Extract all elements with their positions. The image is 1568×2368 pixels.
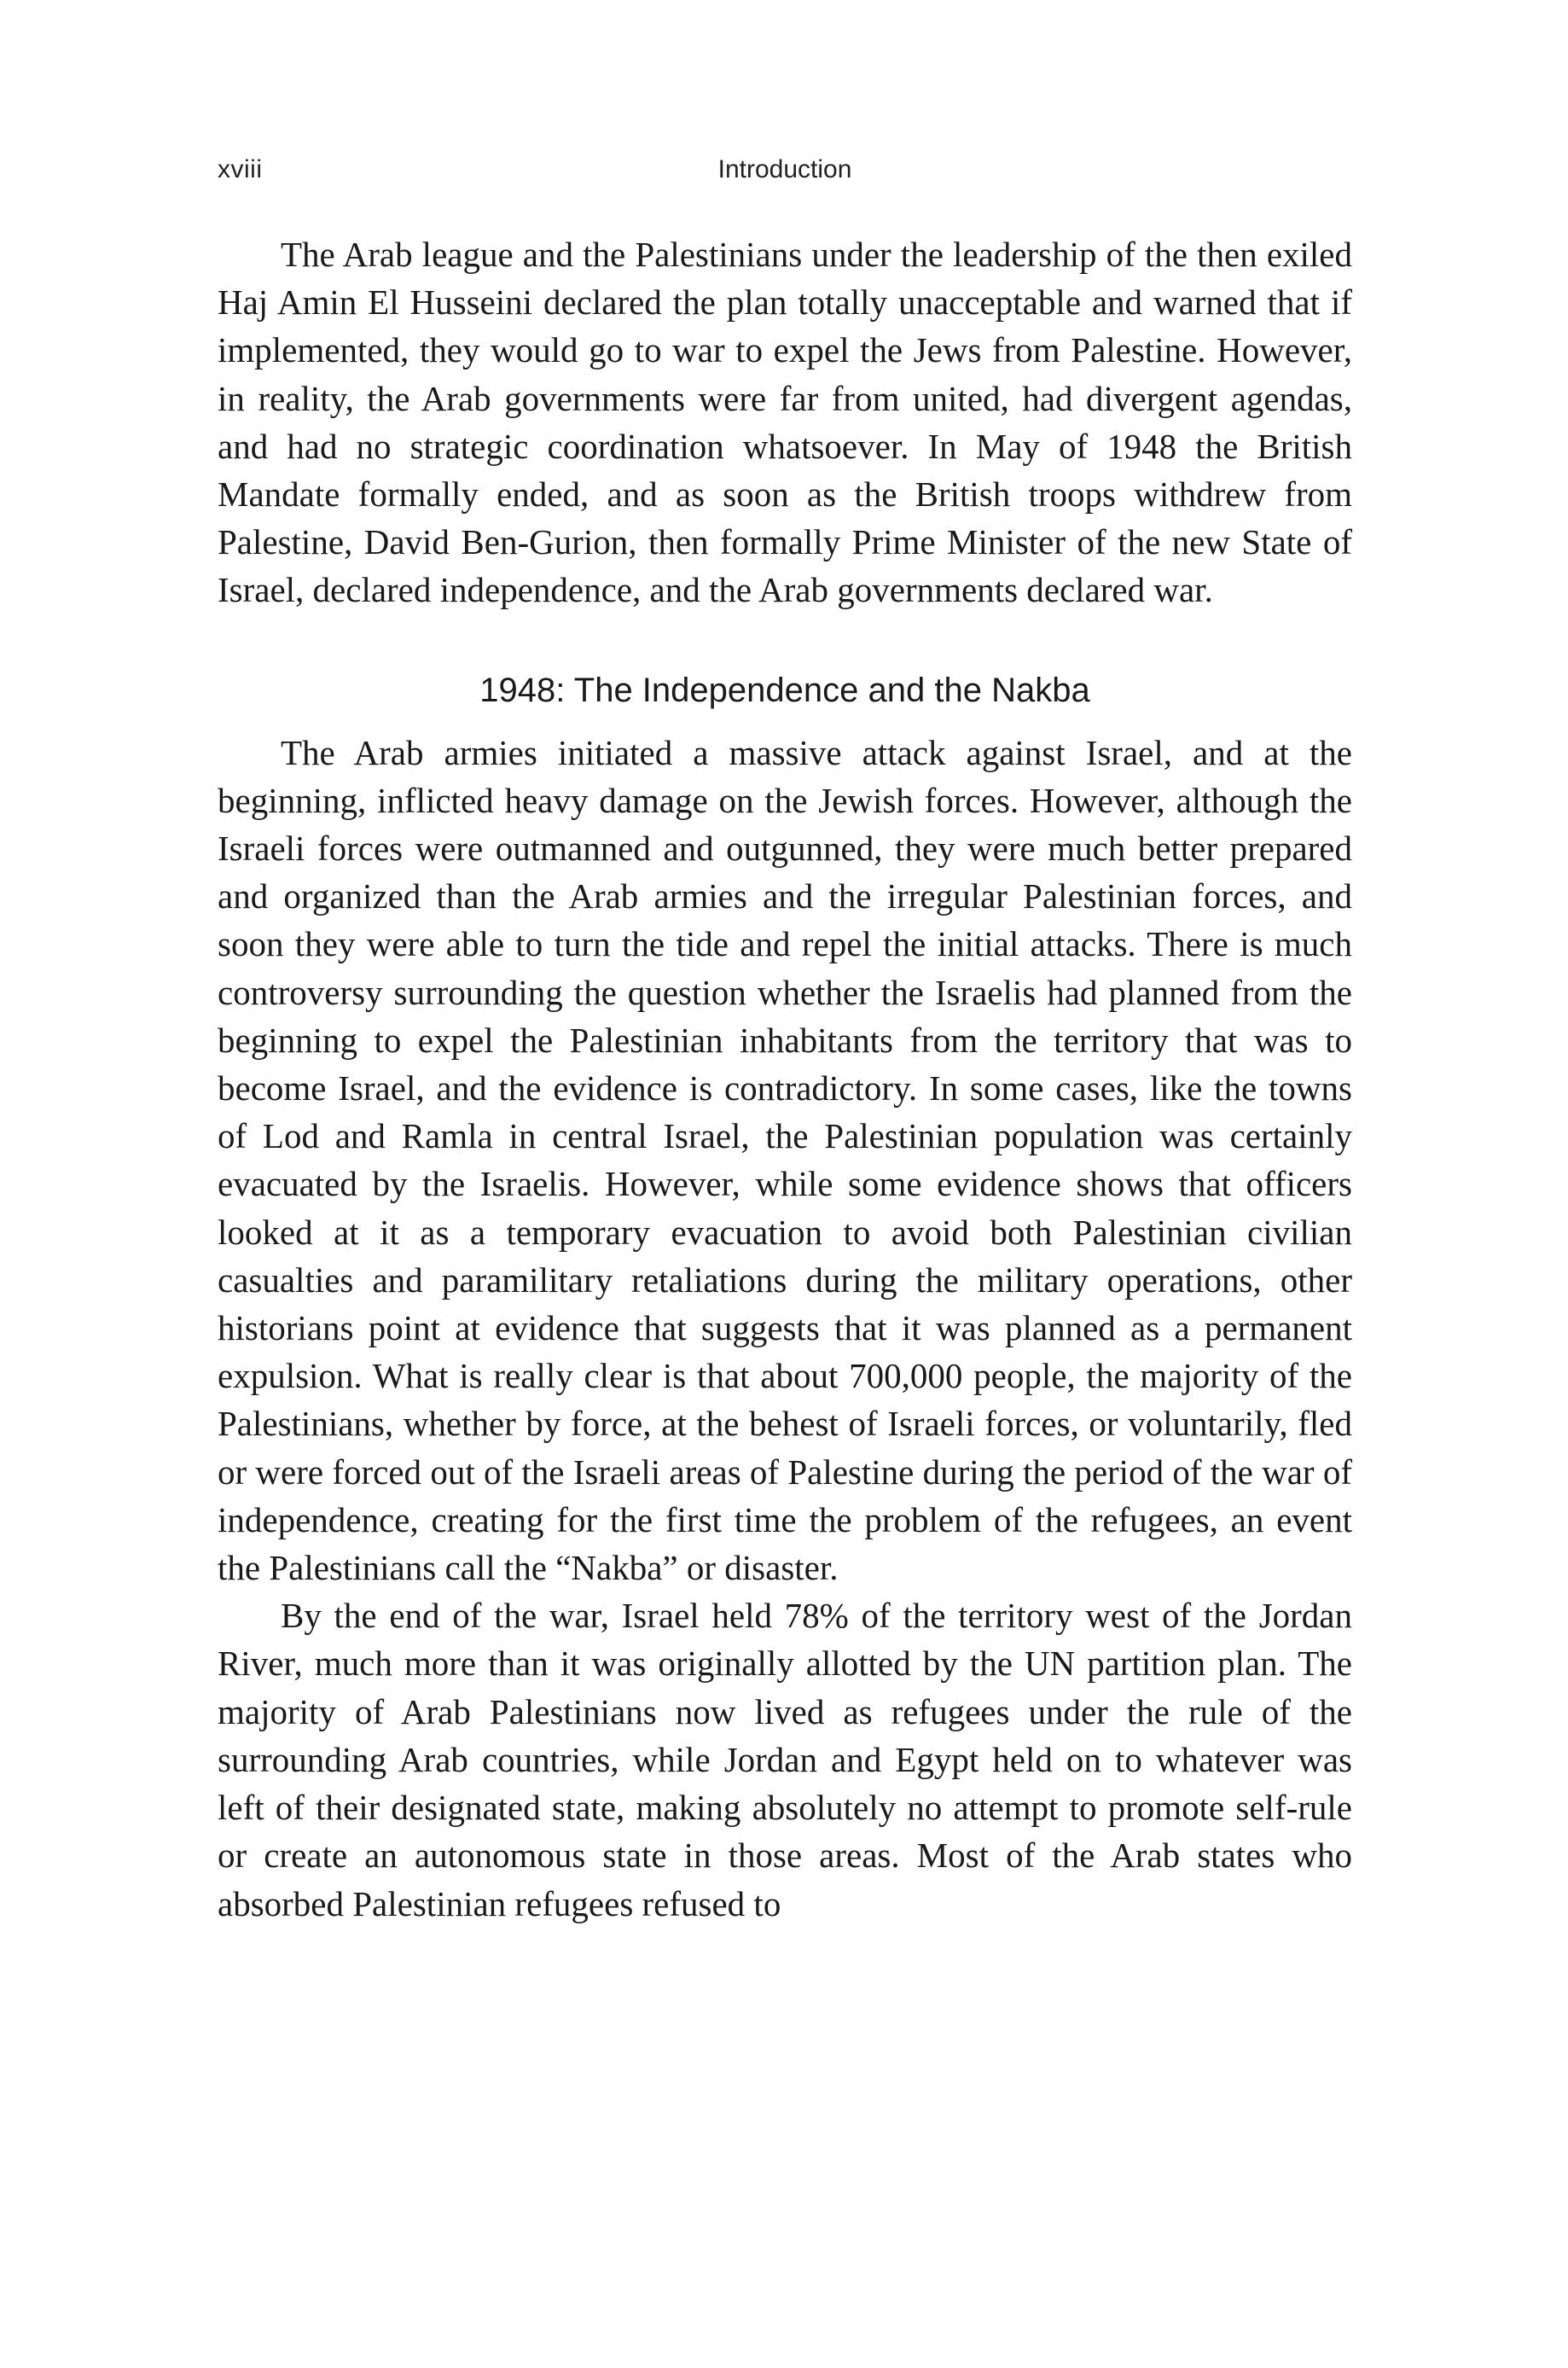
page-number: xviii <box>218 155 263 183</box>
section-heading: 1948: The Independence and the Nakba <box>479 671 1090 709</box>
running-header <box>218 155 1352 193</box>
paragraph-arab-armies: The Arab armies initiated a massive attack against Israel, and at the beginning, inflicted heavy damage on the Jewish forces. However, although the Israeli forces were outmanned and outgunned, they were much better prepared and organized than the Arab armies and the irregular Palestinian forces, and soon they were able to turn the tide and repel the initial attacks. There is much controversy surrounding the question whether the Israelis had planned from the beginning to expel the Palestinian inhabitants from the territory that was to become Israel, and the evidence is contradictory. In some cases, like the towns of Lod and Ramla in central Israel, the Palestinian population was certainly evacuated by the Israelis. However, while some evidence shows that officers looked at it as a temporary evacuation to avoid both Palestinian civilian casualties and paramilitary retaliations during the military operations, other historians point at evidence that suggests that it was planned as a permanent expulsion. What is really clear is that about 700,000 people, the majority of the Palestinians, whether by force, at the behest of Israeli forces, or voluntarily, fled or were forced out of the Israeli areas of Palestine during the period of the war of independence, creating for the first time the problem of the refugees, an event the Palestinians call the “Nakba” or disaster. <box>218 732 1352 1588</box>
running-title: Introduction <box>717 155 852 183</box>
body-text <box>218 230 1352 1928</box>
paragraph-arab-league: The Arab league and the Palestinians under the leadership of the then exiled Haj Amin El Husseini declared the plan totally unacceptable and warned that if implemented, they would go to war to expel the Jews from Palestine. However, in reality, the Arab governments were far from united, had divergent agendas, and had no strategic coordination whatsoever. In May of 1948 the British Mandate formally ended, and as soon as the British troops withdrew from Palestine, David Ben-Gurion, then formally Prime Minister of the new State of Israel, declared independence, and the Arab governments declared war. <box>218 235 1352 610</box>
paragraph-end-of-war: By the end of the war, Israel held 78% of the territory west of the Jordan River, much more than it was originally allotted by the UN partition plan. The majority of Arab Palestinians now lived as refugees under the rule of the surrounding Arab countries, while Jordan and Egypt held on to whatever was left of their designated state, making absolutely no attempt to promote self-rule or create an autonomous state in those areas. Most of the Arab states who absorbed Palestinian refugees refused to <box>218 1596 1352 1923</box>
